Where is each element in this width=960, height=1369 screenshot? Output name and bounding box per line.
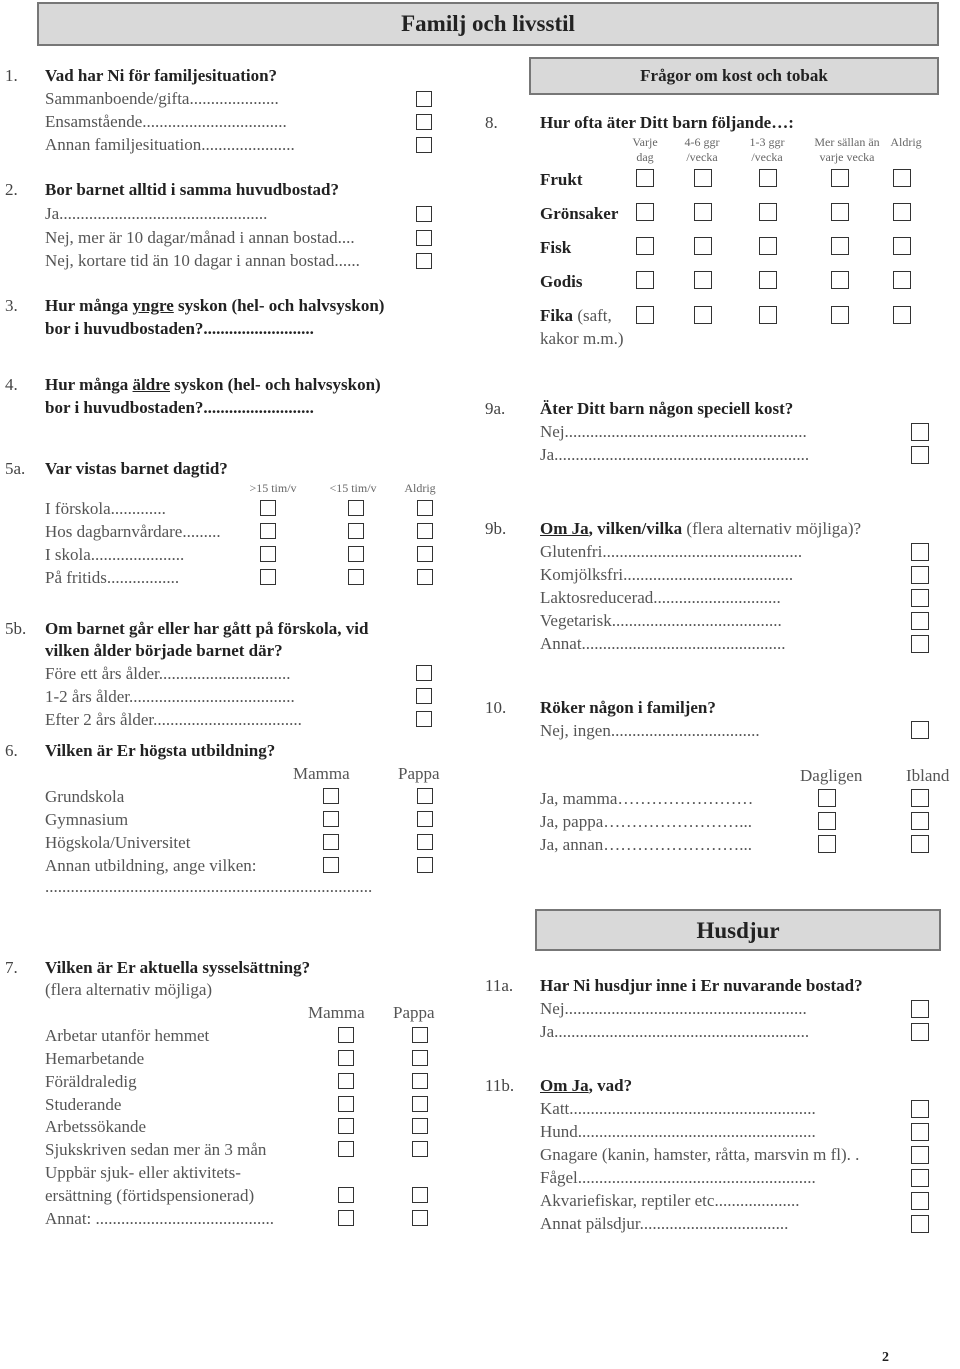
q11b-text: Om Ja, vad? [540,1076,633,1095]
q7-r2-pappa[interactable] [412,1050,428,1066]
q7-r5-mamma[interactable] [338,1118,354,1134]
q9b-checkbox-1[interactable] [911,543,929,561]
q6-number: 6. [5,741,18,760]
q5a-row-1: I förskola............. [45,499,166,518]
q5a-text: Var vistas barnet dagtid? [45,459,228,478]
q8-col-3: 1-3 ggr /vecka [749,135,785,164]
q9b-checkbox-5[interactable] [911,635,929,653]
q5b-text-line2: vilken ålder började barnet där? [45,641,283,660]
q8-number: 8. [485,113,498,132]
q2-text: Bor barnet alltid i samma huvudbostad? [45,180,339,199]
q5a-r1-c1[interactable] [260,500,276,516]
q5b-checkbox-1[interactable] [416,665,432,681]
q5b-checkbox-3[interactable] [416,711,432,727]
q7-r4-pappa[interactable] [412,1096,428,1112]
q9b-checkbox-4[interactable] [911,612,929,630]
q7-row-5: Arbetssökande [45,1117,147,1136]
q9b-number: 9b. [485,519,507,538]
q8-row-fisk: Fisk [540,238,572,257]
q5a-r1-c3[interactable] [417,500,433,516]
q11b-option-1: Katt.......................................................... [540,1099,816,1118]
q6-r3-mamma[interactable] [323,834,339,850]
q10-text: Röker någon i familjen? [540,698,716,717]
q7-r1-pappa[interactable] [412,1027,428,1043]
q6-row-2: Gymnasium [45,810,129,829]
q6-col-pappa: Pappa [398,764,440,783]
q4-text: Hur många äldre syskon (hel- och halvsyskon) [45,375,381,394]
page-number: 2 [882,1350,889,1365]
q2-option-3: Nej, kortare tid än 10 dagar i annan bostad...... [45,251,360,270]
q9b-option-5: Annat................................................ [540,634,786,653]
q5a-r2-c2[interactable] [348,523,364,539]
q7-row-1: Arbetar utanför hemmet [45,1026,210,1045]
q1-option-2: Ensamstående.................................. [45,112,287,131]
q11b-option-5: Akvariefiskar, reptiler etc.................... [540,1191,800,1210]
q8-r4-c3[interactable] [759,271,777,289]
q5a-col-3: Aldrig [404,481,436,495]
q10-number: 10. [485,698,507,717]
q7-r3-mamma[interactable] [338,1073,354,1089]
q10-r3-dagligen[interactable] [818,835,836,853]
q5a-r4-c3[interactable] [417,569,433,585]
q9b-option-4: Vegetarisk........................................ [540,611,782,630]
q11b-checkbox-6[interactable] [911,1215,929,1233]
q7-r8-pappa[interactable] [412,1210,428,1226]
q7-sub: (flera alternativ möjliga) [45,980,213,999]
q11b-option-2: Hund........................................................ [540,1122,816,1141]
q8-row-fika-line2: kakor m.m.) [540,329,624,348]
q7-row-7b: ersättning (förtidspensionerad) [45,1186,255,1205]
q10-checkbox-no[interactable] [911,721,929,739]
q11b-option-3: Gnagare (kanin, hamster, råtta, marsvin m fl). . [540,1145,860,1164]
q10-row-2: Ja, pappa……………………... [540,812,753,831]
q1-option-3: Annan familjesituation...................... [45,135,295,154]
q6-text: Vilken är Er högsta utbildning? [45,741,276,760]
q6-col-mamma: Mamma [293,764,350,783]
q2-checkbox-2[interactable] [416,230,432,246]
q2-checkbox-3[interactable] [416,253,432,269]
q8-row-frukt: Frukt [540,170,583,189]
q8-r5-c5[interactable] [893,306,911,324]
section-header-husdjur [535,909,941,951]
q5b-text-line1: Om barnet går eller har gått på förskola, vid [45,619,369,638]
q8-r1-c4[interactable] [831,169,849,187]
q10-r1-ibland[interactable] [911,789,929,807]
q11b-checkbox-2[interactable] [911,1123,929,1141]
q1-option-1: Sammanboende/gifta..................... [45,89,279,108]
q8-col-5: Aldrig [890,135,922,149]
q5a-r4-c1[interactable] [260,569,276,585]
q8-r3-c3[interactable] [759,237,777,255]
q8-r2-c2[interactable] [694,203,712,221]
q8-r2-c1[interactable] [636,203,654,221]
q5a-row-2: Hos dagbarnvårdare......... [45,522,221,541]
q1-checkbox-2[interactable] [416,114,432,130]
q8-col-2: 4-6 ggr /vecka [684,135,720,164]
q8-r2-c5[interactable] [893,203,911,221]
q8-row-fika: Fika (saft, [540,306,612,325]
q10-row-1: Ja, mamma…………………… [540,789,754,808]
husdjur-title: Husdjur [696,918,780,943]
q8-r1-c3[interactable] [759,169,777,187]
q9a-number: 9a. [485,399,506,418]
q7-row-8: Annat: .......................................... [45,1209,275,1228]
section-title: Familj och livsstil [401,11,575,36]
q9b-checkbox-2[interactable] [911,566,929,584]
q10-r2-dagligen[interactable] [818,812,836,830]
q5a-row-3: I skola...................... [45,545,185,564]
q9a-checkbox-2[interactable] [911,446,929,464]
q6-r2-pappa[interactable] [417,811,433,827]
q6-r1-mamma[interactable] [323,788,339,804]
q11a-checkbox-2[interactable] [911,1023,929,1041]
q6-row-4: Annan utbildning, ange vilken: [45,856,257,875]
q7-r7-pappa[interactable] [412,1187,428,1203]
q7-row-4: Studerande [45,1095,122,1114]
q11a-option-2: Ja............................................................ [540,1022,810,1041]
q5b-option-3: Efter 2 års ålder................................... [45,710,302,729]
q7-row-6: Sjukskriven sedan mer än 3 mån [45,1140,267,1159]
q1-checkbox-1[interactable] [416,91,432,107]
q9a-checkbox-1[interactable] [911,423,929,441]
q5a-r1-c2[interactable] [348,500,364,516]
q8-r3-c1[interactable] [636,237,654,255]
q7-r7-mamma[interactable] [338,1187,354,1203]
q8-r5-c4[interactable] [831,306,849,324]
q2-option-2: Nej, mer är 10 dagar/månad i annan bostad.... [45,228,355,247]
q7-row-3: Föräldraledig [45,1072,137,1091]
q9a-option-1: Nej......................................................... [540,422,807,441]
q2-option-1: Ja................................................. [45,204,268,223]
q8-r5-c1[interactable] [636,306,654,324]
q6-r4-mamma[interactable] [323,857,339,873]
q5a-r3-c1[interactable] [260,546,276,562]
q7-r3-pappa[interactable] [412,1073,428,1089]
q7-r6-mamma[interactable] [338,1141,354,1157]
q9b-text: Om Ja, vilken/vilka (flera alternativ möjliga)? [540,519,862,538]
q11a-text: Har Ni husdjur inne i Er nuvarande bostad? [540,976,863,995]
q8-r3-c5[interactable] [893,237,911,255]
q1-text: Vad har Ni för familjesituation? [45,66,278,85]
q11a-number: 11a. [485,976,514,995]
q2-number: 2. [5,180,18,199]
q6-r4-pappa[interactable] [417,857,433,873]
q7-r6-pappa[interactable] [412,1141,428,1157]
q11b-option-4: Fågel........................................................ [540,1168,816,1187]
q8-r1-c2[interactable] [694,169,712,187]
q5a-col-1: >15 tim/v [249,481,297,495]
q8-r5-c3[interactable] [759,306,777,324]
q7-text: Vilken är Er aktuella sysselsättning? [45,958,311,977]
q8-r2-c3[interactable] [759,203,777,221]
q8-r4-c4[interactable] [831,271,849,289]
q7-r1-mamma[interactable] [338,1027,354,1043]
q10-r2-ibland[interactable] [911,812,929,830]
q8-col-1: Varje dag [632,135,658,164]
section-header-familj [37,2,939,46]
q11b-checkbox-1[interactable] [911,1100,929,1118]
q3-text: Hur många yngre syskon (hel- och halvsyskon) [45,296,385,315]
q11b-checkbox-5[interactable] [911,1192,929,1210]
q10-r3-ibland[interactable] [911,835,929,853]
q11b-checkbox-4[interactable] [911,1169,929,1187]
q6-fill-line[interactable]: ............................................................................. [45,877,373,896]
q7-r8-mamma[interactable] [338,1210,354,1226]
q8-row-godis: Godis [540,272,583,291]
q4-text-line2: bor i huvudbostaden?.......................... [45,398,314,417]
q6-row-3: Högskola/Universitet [45,833,191,852]
q6-row-1: Grundskola [45,787,125,806]
q8-r4-c5[interactable] [893,271,911,289]
q10-col-dagligen: Dagligen [800,766,863,785]
q8-r4-c1[interactable] [636,271,654,289]
q8-r1-c1[interactable] [636,169,654,187]
q8-r2-c4[interactable] [831,203,849,221]
q7-r2-mamma[interactable] [338,1050,354,1066]
q9a-text: Äter Ditt barn någon speciell kost? [540,399,794,418]
q7-row-2: Hemarbetande [45,1049,145,1068]
q11a-checkbox-1[interactable] [911,1000,929,1018]
q9b-option-2: Komjölksfri........................................ [540,565,794,584]
q5b-checkbox-2[interactable] [416,688,432,704]
q11b-checkbox-3[interactable] [911,1146,929,1164]
q11b-number: 11b. [485,1076,515,1095]
q8-r3-c2[interactable] [694,237,712,255]
q7-col-pappa: Pappa [393,1003,435,1022]
q10-r1-dagligen[interactable] [818,789,836,807]
q7-col-mamma: Mamma [308,1003,365,1022]
q7-row-7: Uppbär sjuk- eller aktivitets- [45,1163,241,1182]
q1-number: 1. [5,66,18,85]
q5a-row-4: På fritids................. [45,568,180,587]
q6-r2-mamma[interactable] [323,811,339,827]
q11a-option-1: Nej......................................................... [540,999,807,1018]
q5a-r3-c3[interactable] [417,546,433,562]
q8-r4-c2[interactable] [694,271,712,289]
q7-r4-mamma[interactable] [338,1096,354,1112]
section-header-kost [529,57,939,95]
q10-col-ibland: Ibland [906,766,950,785]
q5b-number: 5b. [5,619,27,638]
q7-r5-pappa[interactable] [412,1118,428,1134]
q5a-r2-c3[interactable] [417,523,433,539]
q3-text-line2: bor i huvudbostaden?.......................... [45,319,314,338]
q5a-r3-c2[interactable] [348,546,364,562]
q5a-col-2: <15 tim/v [329,481,377,495]
q9b-checkbox-3[interactable] [911,589,929,607]
q10-row-3: Ja, annan……………………... [540,835,753,854]
q5b-option-2: 1-2 års ålder....................................... [45,687,295,706]
q9a-option-2: Ja............................................................ [540,445,810,464]
q8-r5-c2[interactable] [694,306,712,324]
q8-r3-c4[interactable] [831,237,849,255]
q5b-option-1: Före ett års ålder............................... [45,664,291,683]
q7-number: 7. [5,958,18,977]
q8-text: Hur ofta äter Ditt barn följande…: [540,113,794,132]
q1-checkbox-3[interactable] [416,137,432,153]
q5a-r2-c1[interactable] [260,523,276,539]
q2-checkbox-1[interactable] [416,206,432,222]
kost-title: Frågor om kost och tobak [640,66,828,85]
q6-r1-pappa[interactable] [417,788,433,804]
q8-row-gronsaker: Grönsaker [540,204,619,223]
q11b-option-6: Annat pälsdjur................................... [540,1214,789,1233]
q8-r1-c5[interactable] [893,169,911,187]
q3-number: 3. [5,296,18,315]
q9b-option-3: Laktosreducerad.............................. [540,588,781,607]
q6-r3-pappa[interactable] [417,834,433,850]
q10-option-no: Nej, ingen................................... [540,721,760,740]
q9b-option-1: Glutenfri............................................... [540,542,803,561]
q4-number: 4. [5,375,18,394]
q5a-r4-c2[interactable] [348,569,364,585]
q5a-number: 5a. [5,459,26,478]
q8-col-4: Mer sällan än varje vecka [814,135,880,164]
